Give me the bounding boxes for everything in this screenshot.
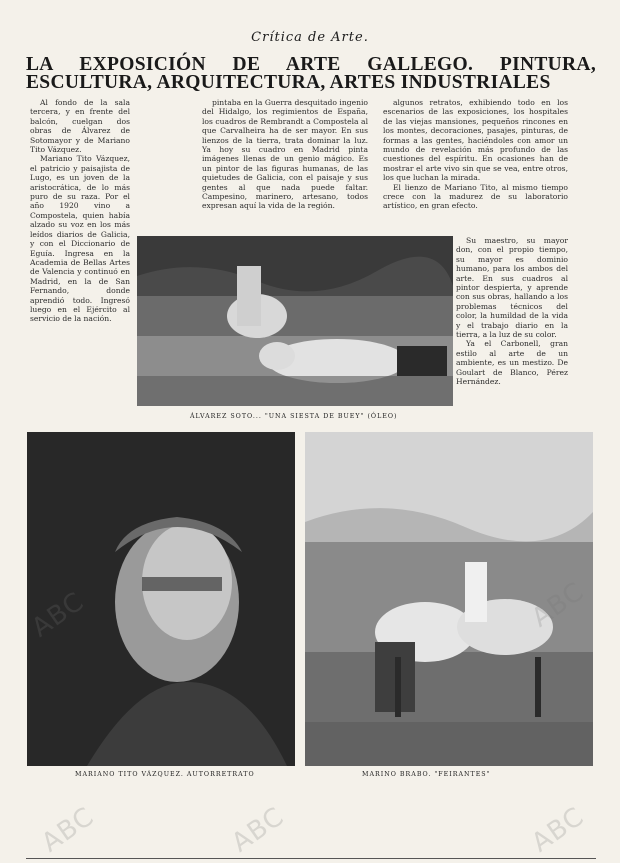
caption-top-photo: ÁLVAREZ SOTO... "UNA SIESTA DE BUEY" (ÓLEO) — [190, 413, 398, 420]
paragraph: algunos retratos, exhibiendo todo en los escenarios de las exposiciones, los hospitales de las viejas mansiones, pequeños rincones en los montes, decoraciones, pasajes, pinturas, de formas a las gentes, haciéndoles con amor un mundo de revelación más profundo de las cuestiones del espíritu. En ocasiones han de mostrar el arte vivo sin que se vea, entre otros, los que luchan la mirada. — [383, 98, 568, 183]
abc-watermark: ABC — [36, 801, 100, 859]
article-column-3-continued — [456, 236, 568, 421]
section-title: Crítica de Arte. — [251, 30, 369, 45]
abc-watermark: ABC — [526, 576, 590, 634]
article-headline: LA EXPOSICIÓN DE ARTE GALLEGO. PINTURA, ESCULTURA, ARQUITECTURA, ARTES INDUSTRIALES — [26, 54, 596, 93]
abc-watermark: ABC — [26, 586, 90, 644]
caption-portrait: MARIANO TITO VÁZQUEZ. AUTORRETRATO — [75, 771, 255, 778]
paragraph: Su maestro, su mayor don, con el propio tiempo, su mayor es dominio humano, para los ambos del arte. En sus cuadros al pintor despierta, y aprende con sus obras, hallando a los problemas técnicos del color, la humildad de la vida y el trabajo diario en la tierra, a la luz de su color. — [456, 236, 568, 340]
photo-ox-painting — [137, 236, 453, 406]
abc-watermark: ABC — [526, 801, 590, 859]
paragraph: El lienzo de Mariano Tito, al mismo tiempo crece con la madurez de su laboratorio artístico, en gran efecto. — [383, 182, 568, 211]
paragraph: pintaba en la Guerra desquitado ingenio del Hidalgo, los regimientos de España, los cuadros de Rembrandt a Compostela al que Carvalheira ha de ser mayor. En sus lienzos de la tierra, trata dominar la luz. Ya hoy su cuadro en Madrid pinta imágenes llenas de un genio mágico. Es un pintor de las figuras humanas, de las quietudes de Galicia, con el paisaje y sus gentes al que nada puede faltar. Campesino, marinero, artesano, todos expresan aquí la vida de la región. — [202, 98, 368, 211]
abc-watermark: ABC — [226, 801, 290, 859]
bottom-divider — [26, 858, 596, 859]
caption-horses: MARINO BRABO. "FEIRANTES" — [362, 771, 491, 778]
article-column-3 — [383, 98, 568, 233]
paragraph: Mariano Tito Vázquez, el patricio y paisajista de Lugo, es un joven de la aristocrática, de lo más puro de su raza. Por el año 1920 vino a Compostela, quien había alzado su voz en los más leídos diarios de Galicia, y con el Diccionario de Eguía. Ingresa en la Academia de Bellas Artes de Valencia y continuó en Madrid, en la de San Fernando, donde aprendió todo. Ingresó luego en el Ejército al servicio de la nación. — [30, 154, 130, 324]
paragraph: Ya el Carbonell, gran estilo al arte de un ambiente, es un mestizo. De Goulart de Blanco, Pérez Hernández. — [456, 339, 568, 387]
article-column-1 — [30, 98, 130, 428]
article-column-2 — [202, 98, 368, 233]
paragraph: Al fondo de la sala tercera, y en frente del balcón, cuelgan dos obras de Álvarez de Sotomayor y de Mariano Tito Vázquez. — [30, 98, 130, 155]
